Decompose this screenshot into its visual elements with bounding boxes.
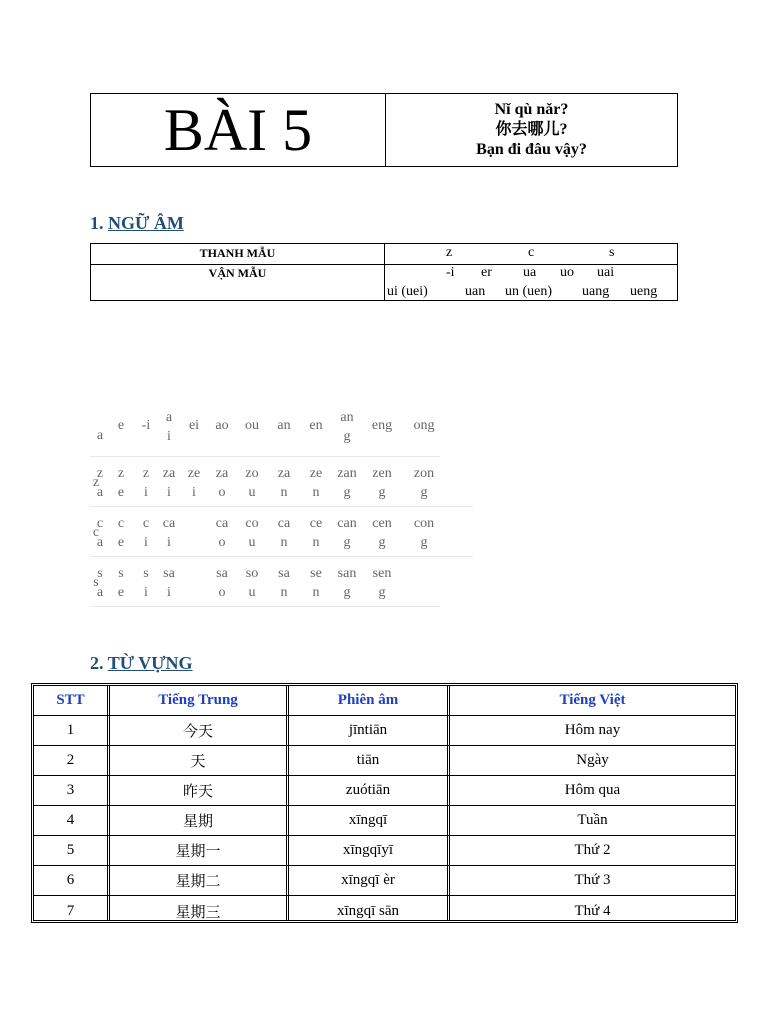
pinyin-header-cell xyxy=(202,416,242,435)
pinyin-cell-top: can xyxy=(337,516,357,531)
pinyin-header-cell xyxy=(404,416,444,435)
final-er: er xyxy=(481,265,492,280)
vocab-cell-chinese: 今天 xyxy=(182,724,213,740)
pinyin-cell-top: s xyxy=(143,566,149,581)
pinyin-cell xyxy=(80,564,120,602)
pinyin-cell-bottom: g xyxy=(420,485,428,500)
pinyin-cell-top: a xyxy=(96,428,104,443)
section-1-number: 1. xyxy=(90,213,104,233)
vocab-cell-pinyin: tiān xyxy=(356,752,380,768)
header-pinyin: Phiên âm xyxy=(337,692,399,708)
pinyin-cell-bottom: g xyxy=(378,485,386,500)
pinyin-cell-bottom: i xyxy=(144,585,148,600)
vocab-cell-pinyin: xīngqī èr xyxy=(341,872,395,888)
pinyin-cell-top: cen xyxy=(372,516,392,531)
vocab-cell-pinyin: xīngqī xyxy=(348,812,388,828)
pinyin-header-cell xyxy=(264,416,304,435)
pinyin-cell xyxy=(232,464,272,502)
pinyin-cell-top: co xyxy=(245,516,259,531)
pinyin-cell-bottom: a xyxy=(96,535,104,550)
pinyin-cell-bottom: n xyxy=(312,585,320,600)
col-sep-2 xyxy=(286,686,289,920)
pinyin-cell-bottom: i xyxy=(167,535,171,550)
pinyin-cell-top: so xyxy=(245,566,259,581)
phonetics-divider xyxy=(384,244,385,300)
pinyin-cell xyxy=(80,514,120,552)
pinyin-cell xyxy=(264,564,304,602)
pinyin-cell-top: eng xyxy=(371,418,393,433)
pinyin-cell-top: c xyxy=(142,516,150,531)
pinyin-cell-top: e xyxy=(117,418,125,433)
pinyin-cell-top: ca xyxy=(277,516,291,531)
vocab-cell-stt: 2 xyxy=(66,752,75,768)
pinyin-grid-rule xyxy=(90,556,473,557)
pinyin-cell-top: c xyxy=(96,516,104,531)
vocab-cell-chinese: 星期 xyxy=(182,814,213,830)
pinyin-cell-bottom: u xyxy=(248,585,256,600)
lesson-vietnamese: Bạn đi đâu vậy? xyxy=(476,141,587,158)
section-1-title: NGỮ ÂM xyxy=(108,213,184,233)
pinyin-header-cell xyxy=(232,416,272,435)
pinyin-cell-bottom: i xyxy=(144,535,148,550)
pinyin-header-cell xyxy=(296,416,336,435)
lesson-chinese: 你去哪儿? xyxy=(495,121,568,138)
pinyin-cell-top: san xyxy=(337,566,357,581)
pinyin-cell-top: za xyxy=(162,466,176,481)
pinyin-initial-c: c xyxy=(92,525,100,540)
pinyin-cell-bottom: a xyxy=(96,485,104,500)
initial-c: c xyxy=(528,245,535,260)
lesson-pinyin: Nǐ qù nǎr? xyxy=(494,101,569,118)
lesson-title: BÀI 5 xyxy=(91,94,386,166)
pinyin-header-cell xyxy=(327,408,367,446)
vocab-header-row xyxy=(34,686,735,716)
pinyin-cell-bottom: u xyxy=(248,535,256,550)
vocab-cell-vietnamese: Ngày xyxy=(576,752,609,768)
initial-z: z xyxy=(446,245,453,260)
pinyin-grid-rule xyxy=(90,456,440,457)
vocab-cell-vietnamese: Thứ 4 xyxy=(574,902,611,919)
pinyin-cell-top: ze xyxy=(187,466,201,481)
vocab-cell-stt: 1 xyxy=(66,722,75,738)
pinyin-cell-top: a xyxy=(165,410,173,425)
pinyin-cell-bottom: a xyxy=(96,585,104,600)
pinyin-cell-bottom: i xyxy=(167,485,171,500)
pinyin-cell-bottom: o xyxy=(218,485,226,500)
pinyin-cell xyxy=(202,514,242,552)
header-chinese: Tiếng Trung xyxy=(158,692,238,708)
vocab-cell-vietnamese: Tuần xyxy=(577,812,608,828)
pinyin-cell-bottom: g xyxy=(343,485,351,500)
final-un: un (uen) xyxy=(505,284,553,299)
pinyin-cell xyxy=(327,514,367,552)
pinyin-cell-bottom: g xyxy=(378,535,386,550)
pinyin-cell-bottom: n xyxy=(312,485,320,500)
vocab-row xyxy=(34,836,735,866)
pinyin-cell-top: sa xyxy=(278,566,290,581)
section-2-number: 2. xyxy=(90,653,104,673)
pinyin-initial-z: z xyxy=(92,475,100,490)
pinyin-cell xyxy=(296,514,336,552)
vocab-cell-stt: 6 xyxy=(66,872,75,888)
pinyin-cell-bottom: e xyxy=(117,485,125,500)
pinyin-header-cell xyxy=(174,416,214,435)
vocab-cell-vietnamese: Thứ 3 xyxy=(574,872,611,888)
pinyin-cell xyxy=(296,564,336,602)
pinyin-cell xyxy=(149,514,189,552)
pinyin-initial-s: s xyxy=(93,575,99,590)
vocab-cell-chinese: 星期二 xyxy=(175,874,221,890)
pinyin-cell xyxy=(126,564,166,602)
pinyin-cell-top: za xyxy=(215,466,229,481)
pinyin-cell-top: ze xyxy=(309,466,323,481)
vocab-table xyxy=(31,683,738,923)
pinyin-cell xyxy=(327,564,367,602)
pinyin-cell xyxy=(101,464,141,502)
pinyin-cell xyxy=(202,464,242,502)
pinyin-cell xyxy=(404,514,444,552)
pinyin-cell-top: en xyxy=(309,418,323,433)
initials-label: THANH MẪU xyxy=(199,246,276,260)
pinyin-cell xyxy=(80,464,120,502)
pinyin-header-cell xyxy=(80,426,120,445)
final-uai: uai xyxy=(597,265,615,280)
pinyin-cell xyxy=(264,464,304,502)
pinyin-cell xyxy=(149,564,189,602)
vocab-cell-chinese: 昨天 xyxy=(182,784,213,800)
pinyin-cell xyxy=(232,564,272,602)
vocab-cell-chinese: 星期三 xyxy=(175,904,221,921)
pinyin-cell xyxy=(404,464,444,502)
pinyin-cell-top: z xyxy=(142,466,150,481)
section-2-title: TỪ VỰNG xyxy=(107,653,193,673)
vocab-cell-vietnamese: Thứ 2 xyxy=(574,842,611,858)
vocab-cell-stt: 3 xyxy=(66,782,75,798)
pinyin-cell-top: sen xyxy=(372,566,392,581)
pinyin-cell-top: c xyxy=(117,516,125,531)
vocab-cell-chinese: 天 xyxy=(190,754,206,770)
pinyin-cell-top: ao xyxy=(215,418,229,433)
pinyin-cell-bottom: i xyxy=(192,485,196,500)
pinyin-cell xyxy=(101,514,141,552)
final-uo: uo xyxy=(560,265,574,280)
vocab-cell-pinyin: zuótiān xyxy=(345,782,391,798)
vocab-row xyxy=(34,866,735,896)
final-ueng: ueng xyxy=(630,284,658,299)
pinyin-cell xyxy=(264,514,304,552)
pinyin-cell-bottom: o xyxy=(218,585,226,600)
vocab-row xyxy=(34,716,735,746)
pinyin-cell-bottom: g xyxy=(420,535,428,550)
pinyin-cell-bottom: i xyxy=(167,429,171,444)
pinyin-cell-top: zo xyxy=(245,466,259,481)
vocab-cell-vietnamese: Hôm nay xyxy=(564,722,621,738)
pinyin-cell-bottom: n xyxy=(280,585,288,600)
final-ua: ua xyxy=(523,265,537,280)
pinyin-cell-top: s xyxy=(97,566,103,581)
pinyin-cell-top: z xyxy=(96,466,104,481)
pinyin-cell-bottom: i xyxy=(167,585,171,600)
pinyin-cell-top: sa xyxy=(216,566,228,581)
pinyin-cell-top: z xyxy=(117,466,125,481)
vocab-cell-chinese: 星期一 xyxy=(175,844,221,860)
pinyin-cell-bottom: e xyxy=(117,585,125,600)
vocab-cell-pinyin: xīngqī sān xyxy=(336,902,400,919)
pinyin-header-cell xyxy=(126,416,166,435)
pinyin-cell xyxy=(232,514,272,552)
pinyin-cell-top: zon xyxy=(413,466,435,481)
pinyin-cell-top: an xyxy=(277,418,291,433)
initial-s: s xyxy=(609,245,615,260)
pinyin-cell-top: s xyxy=(118,566,124,581)
final-ui: ui (uei) xyxy=(387,284,428,299)
pinyin-cell xyxy=(149,464,189,502)
lesson-subtitle xyxy=(386,94,677,166)
header-stt: STT xyxy=(56,692,85,708)
pinyin-cell-top: sa xyxy=(163,566,175,581)
col-sep-1 xyxy=(107,686,110,920)
vocab-cell-stt: 7 xyxy=(66,902,75,919)
pinyin-cell xyxy=(327,464,367,502)
pinyin-cell-bottom: i xyxy=(144,485,148,500)
vocab-cell-stt: 5 xyxy=(66,842,75,858)
pinyin-header-cell xyxy=(101,416,141,435)
pinyin-cell-bottom: g xyxy=(378,585,386,600)
section-1-heading xyxy=(90,213,184,234)
vocab-cell-pinyin: jīntiān xyxy=(348,722,388,738)
pinyin-cell-top: ca xyxy=(162,516,176,531)
pinyin-cell xyxy=(362,564,402,602)
pinyin-cell-bottom: e xyxy=(117,535,125,550)
phonetics-table xyxy=(90,243,678,301)
pinyin-cell-bottom: g xyxy=(343,585,351,600)
final-uang: uang xyxy=(582,284,610,299)
pinyin-cell xyxy=(202,564,242,602)
pinyin-cell-bottom: u xyxy=(248,485,256,500)
pinyin-cell-top: -i xyxy=(141,418,151,433)
pinyin-grid-rule xyxy=(90,606,440,607)
vocab-row xyxy=(34,746,735,776)
header-vietnamese: Tiếng Việt xyxy=(559,692,626,708)
pinyin-cell xyxy=(126,464,166,502)
lesson-title-box xyxy=(90,93,678,167)
pinyin-cell-top: za xyxy=(277,466,291,481)
pinyin-cell-bottom: n xyxy=(312,535,320,550)
section-2-heading xyxy=(90,653,193,674)
vocab-row xyxy=(34,806,735,836)
pinyin-header-cell xyxy=(362,416,402,435)
pinyin-cell-top: zan xyxy=(337,466,357,481)
pinyin-cell xyxy=(101,564,141,602)
pinyin-cell xyxy=(126,514,166,552)
pinyin-cell xyxy=(362,464,402,502)
pinyin-cell-top: ou xyxy=(245,418,259,433)
pinyin-cell-top: zen xyxy=(372,466,392,481)
finals-label: VẬN MẪU xyxy=(208,266,267,280)
pinyin-cell-bottom: g xyxy=(343,535,351,550)
pinyin-cell-bottom: n xyxy=(280,535,288,550)
pinyin-cell-top: ei xyxy=(188,418,200,433)
pinyin-grid-rule xyxy=(90,506,473,507)
pinyin-cell-top: con xyxy=(413,516,435,531)
vocab-row xyxy=(34,896,735,926)
pinyin-cell-top: ong xyxy=(413,418,435,433)
pinyin-header-cell xyxy=(149,408,189,446)
pinyin-cell xyxy=(362,514,402,552)
pinyin-cell xyxy=(174,464,214,502)
final-uan: uan xyxy=(465,284,486,299)
col-sep-3 xyxy=(447,686,450,920)
pinyin-cell-top: ca xyxy=(215,516,229,531)
final-i: -i xyxy=(446,265,455,280)
vocab-cell-vietnamese: Hôm qua xyxy=(564,782,621,798)
vocab-cell-stt: 4 xyxy=(66,812,75,828)
pinyin-cell-top: se xyxy=(310,566,322,581)
pinyin-cell-top: ce xyxy=(309,516,323,531)
pinyin-cell-bottom: o xyxy=(218,535,226,550)
vocab-row xyxy=(34,776,735,806)
pinyin-cell-bottom: g xyxy=(343,429,351,444)
pinyin-cell xyxy=(296,464,336,502)
vocab-cell-pinyin: xīngqīyī xyxy=(342,842,393,858)
pinyin-cell-top: an xyxy=(340,410,354,425)
pinyin-cell-bottom: n xyxy=(280,485,288,500)
